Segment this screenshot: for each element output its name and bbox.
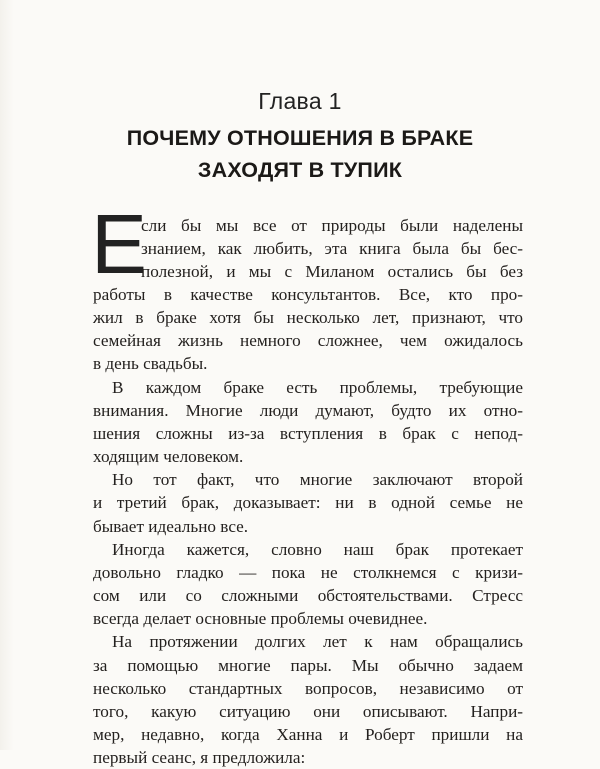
text-line: полезной, и мы с Миланом остались бы без bbox=[141, 262, 523, 282]
body-text bbox=[93, 283, 523, 769]
opening-lines bbox=[141, 214, 523, 283]
chapter-title-line-2: ЗАХОДЯТ В ТУПИК bbox=[197, 158, 403, 182]
text-line: первый сеанс, я предложила: bbox=[93, 748, 306, 768]
text-line: всегда делает основные проблемы очевиднее. bbox=[93, 609, 428, 629]
text-line: внимания. Многие люди думают, будто их отно- bbox=[93, 400, 523, 420]
text-line: Но тот факт, что многие заключают второй bbox=[112, 470, 523, 490]
text-line: того, какую ситуацию они описывают. Напри- bbox=[93, 701, 523, 721]
text-line: довольно гладко — пока не столкнемся с кризи- bbox=[93, 562, 523, 582]
text-line: знанием, как любить, эта книга была бы бес- bbox=[141, 239, 523, 259]
text-line: шения сложны из-за вступления в брак с непод- bbox=[93, 423, 523, 443]
text-line: мер, недавно, когда Ханна и Роберт пришли на bbox=[93, 724, 523, 744]
text-line: бывает идеально все. bbox=[93, 516, 249, 536]
chapter-label: Глава 1 bbox=[258, 88, 342, 114]
text-line: На протяжении долгих лет к нам обращались bbox=[112, 632, 523, 652]
chapter-title-line-1: ПОЧЕМУ ОТНОШЕНИЯ В БРАКЕ bbox=[126, 126, 474, 150]
chapter-title bbox=[0, 122, 600, 186]
text-line: семейная жизнь немного сложнее, чем ожидалось bbox=[93, 331, 523, 351]
text-line: сли бы мы все от природы были наделены bbox=[141, 216, 523, 235]
text-line: в день свадьбы. bbox=[93, 354, 208, 374]
text-line: В каждом браке есть проблемы, требующие bbox=[112, 377, 523, 397]
text-line: ходящим человеком. bbox=[93, 447, 244, 467]
drop-cap: Е bbox=[91, 197, 148, 291]
text-line: за помощью многие пары. Мы обычно задаем bbox=[93, 655, 523, 675]
text-line: Иногда кажется, словно наш брак протекает bbox=[112, 539, 523, 559]
text-line: несколько стандартных вопросов, независимо от bbox=[93, 678, 523, 698]
text-line: работы в качестве консультантов. Все, кто про- bbox=[93, 285, 523, 304]
text-line: и третий брак, доказывает: ни в одной семье не bbox=[93, 493, 523, 513]
text-line: сом или со сложными обстоятельствами. Стресс bbox=[93, 586, 523, 606]
text-line: жил в браке хотя бы несколько лет, признают, что bbox=[93, 308, 523, 328]
